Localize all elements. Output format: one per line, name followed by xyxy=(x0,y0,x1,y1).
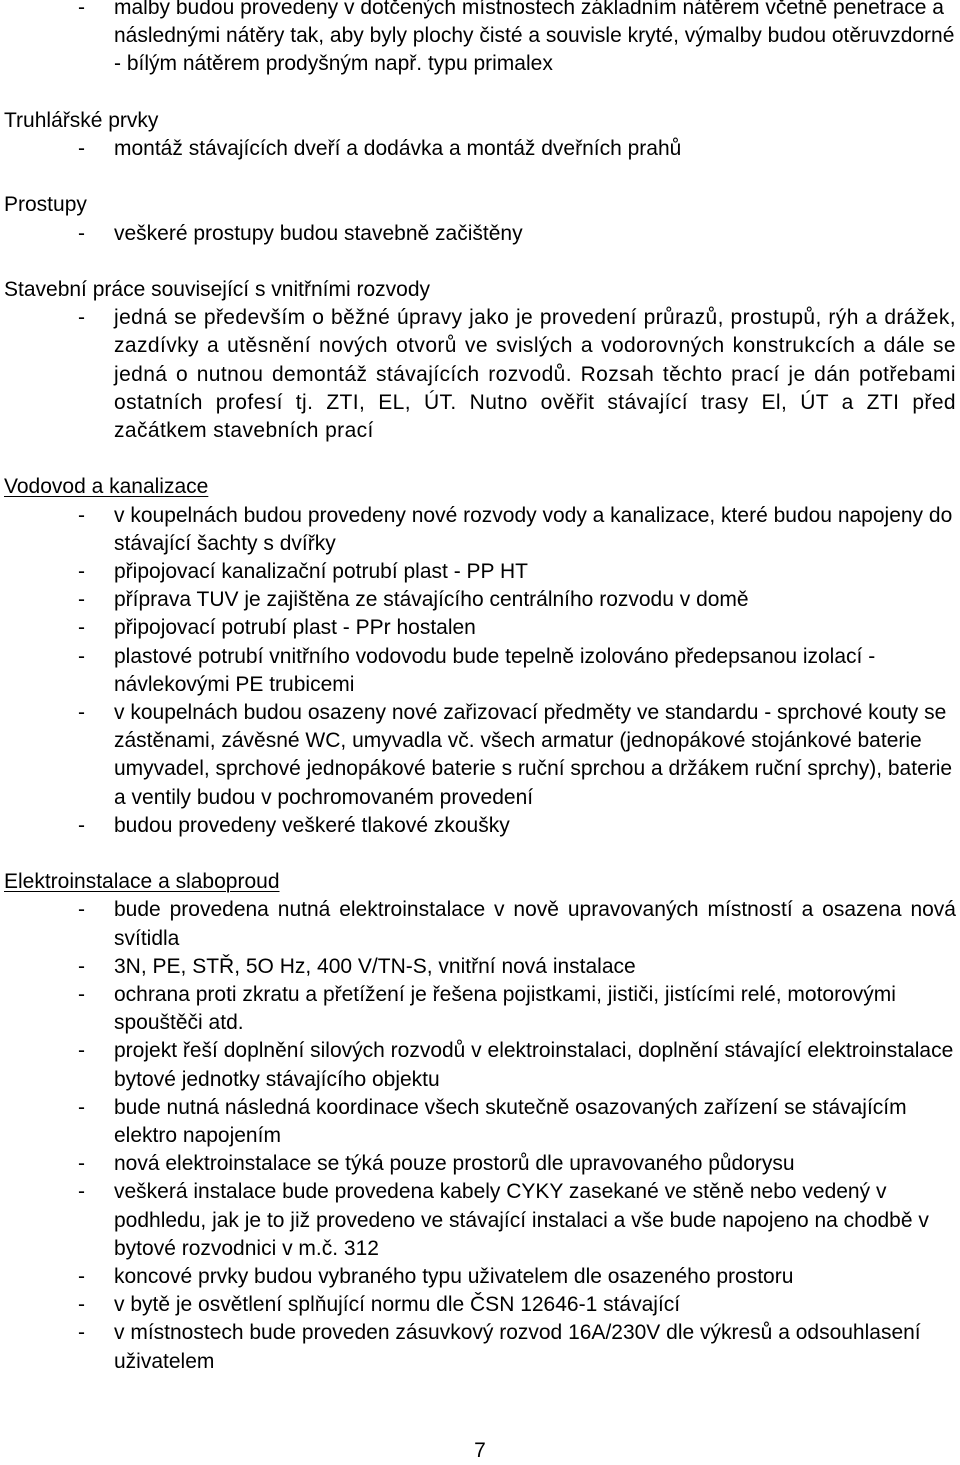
list-item xyxy=(0,981,960,1037)
list-item-text: příprava TUV je zajištěna ze stávajícího centrálního rozvodu v domě xyxy=(114,588,749,612)
section-heading: Vodovod a kanalizace xyxy=(4,475,209,499)
prostupy-list xyxy=(0,220,960,248)
list-item xyxy=(0,1291,960,1319)
list-item-text: projekt řeší doplnění silových rozvodů v elektroinstalaci, doplnění stávající elektroinstalace bytové jednotky stávajícího objektu xyxy=(114,1039,954,1091)
list-item xyxy=(0,812,960,840)
list-item-text: budou provedeny veškeré tlakové zkoušky xyxy=(114,813,510,837)
list-item xyxy=(0,1150,960,1178)
list-item-text: v bytě je osvětlení splňující normu dle ČSN 12646-1 stávající xyxy=(114,1293,681,1317)
list-item-text: v koupelnách budou osazeny nové zařizovací předměty ve standardu - sprchové kouty se zástěnami, závěsné WC, umyvadla vč. všech armatur (jednopákové stojánkové baterie umyvadel, sprchové jednopákové baterie s ruční sprchou a držákem ruční sprchy), baterie a ventily budou v pochromovaném provedení xyxy=(114,701,953,809)
truhlarske-list xyxy=(0,135,960,163)
section-elektroinstalace xyxy=(0,868,960,1376)
section-heading: Truhlářské prvky xyxy=(4,108,159,132)
list-item-text: jedná se především o běžné úpravy jako je provedení průrazů, prostupů, rýh a drážek, zazdívky a utěsnění nových otvorů ve svislých a vodorovných konstrukcích a dále se jedná o nutnou demontáž stávajících rozvodů. Rozsah těchto prací je dán potřebami ostatních profesí tj. ZTI, EL, ÚT. Nutno ověřit stávající trasy El, ÚT a ZTI před začátkem stavebních prací xyxy=(114,306,956,442)
list-item xyxy=(0,135,960,163)
bullet-dash: - xyxy=(78,1293,85,1317)
bullet-dash: - xyxy=(78,983,85,1007)
list-item xyxy=(0,1178,960,1263)
list-item xyxy=(0,1263,960,1291)
stavebni-list xyxy=(0,304,960,445)
list-item-text: v koupelnách budou provedeny nové rozvody vody a kanalizace, které budou napojeny do stávající šachty s dvířky xyxy=(114,503,953,555)
list-item xyxy=(0,220,960,248)
bullet-dash: - xyxy=(78,1039,85,1063)
spacer xyxy=(0,79,960,107)
list-item xyxy=(0,896,960,952)
bullet-dash: - xyxy=(78,701,85,725)
spacer xyxy=(0,445,960,473)
bullet-dash: - xyxy=(78,616,85,640)
bullet-dash: - xyxy=(78,954,85,978)
section-stavebni-prace xyxy=(0,276,960,445)
list-item xyxy=(0,699,960,812)
list-item xyxy=(0,953,960,981)
section-heading: Prostupy xyxy=(4,193,87,217)
list-item-text: koncové prvky budou vybraného typu uživatelem dle osazeného prostoru xyxy=(114,1265,794,1289)
bullet-dash: - xyxy=(78,137,85,160)
list-item xyxy=(0,304,960,445)
bullet-dash: - xyxy=(78,306,86,330)
section-vodovod-kanalizace xyxy=(0,473,960,840)
bullet-dash: - xyxy=(78,1321,85,1345)
list-item-text: nová elektroinstalace se týká pouze prostorů dle upravovaného půdorysu xyxy=(114,1152,795,1176)
list-item-text: plastové potrubí vnitřního vodovodu bude tepelně izolováno předepsanou izolací - návlekovými PE trubicemi xyxy=(114,644,876,696)
bullet-dash: - xyxy=(78,0,85,19)
intro-list xyxy=(0,0,960,79)
list-item-text: připojovací kanalizační potrubí plast - PP HT xyxy=(114,560,528,583)
spacer xyxy=(0,840,960,868)
list-item-text: malby budou provedeny v dotčených místnostech základním nátěrem včetně penetrace a následnými nátěry tak, aby byly plochy čisté a souvisle kryté, výmalby budou otěruvzdorné - bílým nátěrem prodyšným např. typu primalex xyxy=(114,0,955,76)
list-item xyxy=(0,558,960,586)
section-prostupy xyxy=(0,191,960,247)
list-item-text: montáž stávajících dveří a dodávka a montáž dveřních prahů xyxy=(114,137,682,160)
list-item xyxy=(0,614,960,642)
bullet-dash: - xyxy=(78,1095,85,1119)
bullet-dash: - xyxy=(78,503,85,527)
list-item xyxy=(0,1319,960,1375)
list-item xyxy=(0,586,960,614)
list-item-text: 3N, PE, STŘ, 5O Hz, 400 V/TN-S, vnitřní nová instalace xyxy=(114,954,636,978)
bullet-dash: - xyxy=(78,813,85,837)
bullet-dash: - xyxy=(78,1265,85,1289)
elektro-list xyxy=(0,896,960,1375)
list-item xyxy=(0,1094,960,1150)
list-item xyxy=(0,0,960,79)
bullet-dash: - xyxy=(78,588,85,612)
page-number: 7 xyxy=(474,1439,486,1462)
list-item xyxy=(0,643,960,699)
section-truhlarske-prvky xyxy=(0,107,960,163)
section-intro xyxy=(0,0,960,79)
list-item-text: v místnostech bude proveden zásuvkový rozvod 16A/230V dle výkresů a odsouhlasení uživatelem xyxy=(114,1321,921,1373)
vodovod-list xyxy=(0,502,960,840)
list-item-text: ochrana proti zkratu a přetížení je řešena pojistkami, jističi, jistícími relé, motorovými spouštěči atd. xyxy=(114,983,896,1035)
bullet-dash: - xyxy=(78,644,85,668)
spacer xyxy=(0,248,960,276)
list-item-text: bude nutná následná koordinace všech skutečně osazovaných zařízení se stávajícím elektro napojením xyxy=(114,1095,907,1148)
list-item-text: připojovací potrubí plast - PPr hostalen xyxy=(114,616,476,640)
bullet-dash: - xyxy=(78,221,85,245)
spacer xyxy=(0,163,960,191)
list-item-text: veškeré prostupy budou stavebně začištěny xyxy=(114,221,523,245)
bullet-dash: - xyxy=(78,1180,85,1204)
bullet-dash: - xyxy=(78,1152,85,1176)
section-heading: Elektroinstalace a slaboproud xyxy=(4,870,280,894)
bullet-dash: - xyxy=(78,898,85,922)
list-item xyxy=(0,1037,960,1093)
section-heading: Stavební práce související s vnitřními rozvody xyxy=(4,277,431,301)
list-item-text: veškerá instalace bude provedena kabely CYKY zasekané ve stěně nebo vedený v podhledu, jak je to již provedeno ve stávající instalaci a vše bude napojeno na chodbě v bytové rozvodnici v m.č. 312 xyxy=(114,1180,929,1260)
list-item xyxy=(0,502,960,558)
bullet-dash: - xyxy=(78,560,85,583)
list-item-text: bude provedena nutná elektroinstalace v nově upravovaných místností a osazena nová svítidla xyxy=(114,898,956,950)
